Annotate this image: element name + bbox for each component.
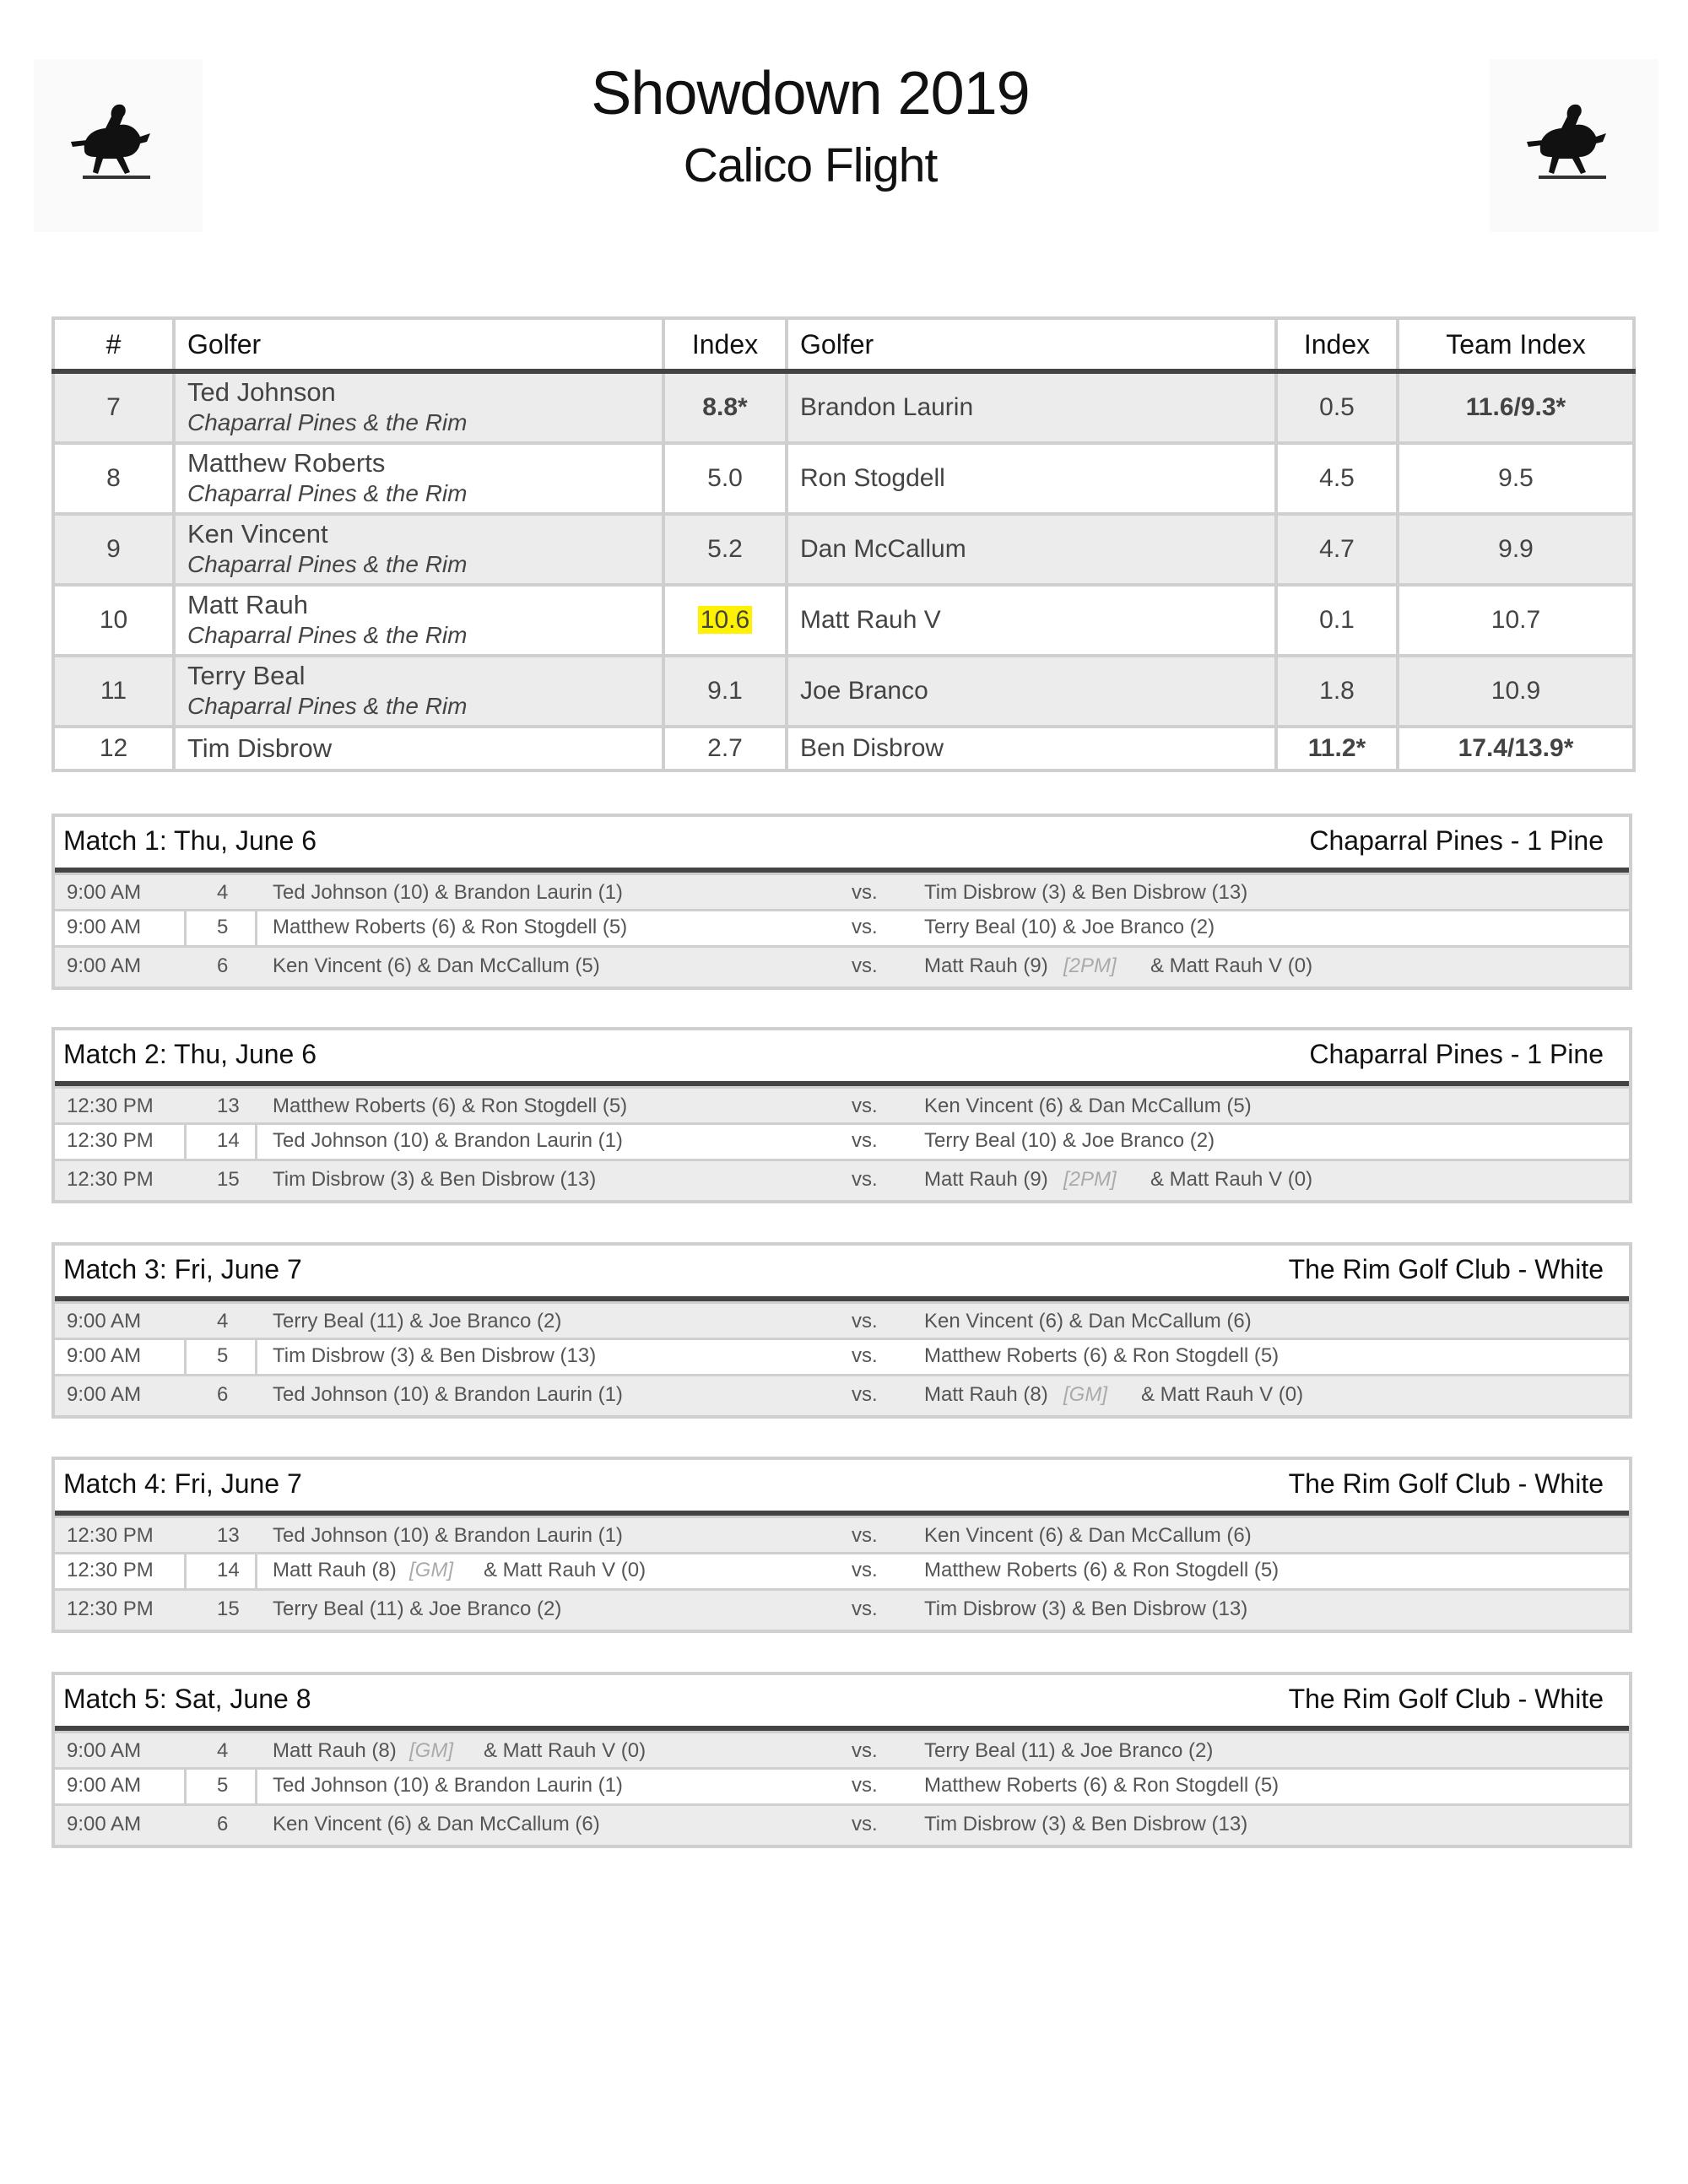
col-header-golfer: Golfer [787, 318, 1276, 371]
vs-label: vs. [852, 1344, 878, 1367]
group-number: 14 [217, 1129, 240, 1152]
match-row [55, 1731, 1629, 1767]
group-number: 15 [217, 1168, 240, 1191]
vs-label: vs. [852, 1168, 878, 1191]
table-row [53, 656, 1634, 727]
team-one: Tim Disbrow (3) & Ben Disbrow (13) [273, 1344, 597, 1367]
tee-time: 9:00 AM [67, 1310, 142, 1333]
tee-time: 12:30 PM [67, 1095, 154, 1117]
golfer-index: 8.8* [663, 371, 787, 443]
team-two-partner: & Matt Rauh V (0) [1150, 1168, 1313, 1191]
vs-label: vs. [852, 1310, 878, 1333]
team-two: Terry Beal (10) & Joe Branco (2) [924, 916, 1215, 938]
match-course: Chaparral Pines - 1 Pine [1309, 1039, 1604, 1069]
match-block [51, 1457, 1632, 1633]
partner-index: 0.5 [1276, 371, 1398, 443]
team-one: Ted Johnson (10) & Brandon Laurin (1) [273, 881, 623, 904]
partner-name: Ron Stogdell [787, 443, 1276, 514]
match-row [55, 1767, 1629, 1803]
golfer-name: Matthew Roberts [187, 448, 386, 478]
team-one: Terry Beal (11) & Joe Branco (2) [273, 1310, 562, 1333]
match-rows [55, 1516, 1629, 1630]
team-two: Tim Disbrow (3) & Ben Disbrow (13) [924, 1597, 1248, 1620]
team-two: Matthew Roberts (6) & Ron Stogdell (5) [924, 1774, 1280, 1797]
golfer-cell [174, 727, 663, 770]
table-row [53, 514, 1634, 585]
vs-label: vs. [852, 881, 878, 904]
group-number: 4 [217, 1310, 229, 1333]
match-course: The Rim Golf Club - White [1288, 1468, 1604, 1499]
team-two: Ken Vincent (6) & Dan McCallum (6) [924, 1524, 1252, 1547]
team-one: Ted Johnson (10) & Brandon Laurin (1) [273, 1383, 623, 1406]
team-number: 12 [53, 727, 174, 770]
table-row [53, 371, 1634, 443]
col-header-index: Index [663, 318, 787, 371]
table-row [53, 727, 1634, 770]
vs-label: vs. [852, 916, 878, 938]
match-rows [55, 1731, 1629, 1845]
golfer-club: Chaparral Pines & the Rim [187, 622, 468, 648]
golfer-name: Ken Vincent [187, 519, 328, 549]
match-rows [55, 1301, 1629, 1415]
tee-time: 12:30 PM [67, 1559, 154, 1581]
tee-time: 9:00 AM [67, 1739, 142, 1762]
golfer-name: Ted Johnson [187, 377, 336, 407]
match-course: The Rim Golf Club - White [1288, 1684, 1604, 1714]
col-header-number: # [53, 318, 174, 371]
group-number: 5 [217, 1774, 229, 1797]
group-number: 4 [217, 1739, 229, 1762]
team-two-partner: & Matt Rauh V (0) [1141, 1383, 1304, 1406]
group-number: 13 [217, 1095, 240, 1117]
team-two: Ken Vincent (6) & Dan McCallum (5) [924, 1095, 1252, 1117]
time-note: [2PM] [1063, 954, 1117, 977]
table-row [53, 443, 1634, 514]
partner-name: Dan McCallum [787, 514, 1276, 585]
golfer-cell [174, 443, 663, 514]
partner-index: 4.5 [1276, 443, 1398, 514]
match-course: Chaparral Pines - 1 Pine [1309, 825, 1604, 856]
group-number: 6 [217, 954, 229, 977]
time-note: [GM] [1063, 1383, 1107, 1406]
col-header-team-index: Team Index [1398, 318, 1634, 371]
vs-label: vs. [852, 1095, 878, 1117]
table-row [53, 585, 1634, 656]
partner-name: Matt Rauh V [787, 585, 1276, 656]
team-two: Matthew Roberts (6) & Ron Stogdell (5) [924, 1344, 1280, 1367]
col-header-golfer: Golfer [174, 318, 663, 371]
partner-index: 4.7 [1276, 514, 1398, 585]
golfer-cell [174, 656, 663, 727]
match-row [55, 1159, 1629, 1200]
vs-label: vs. [852, 954, 878, 977]
match-title: Match 1: Thu, June 6 [63, 825, 317, 856]
match-row [55, 1374, 1629, 1415]
team-number: 10 [53, 585, 174, 656]
tee-time: 12:30 PM [67, 1129, 154, 1152]
match-title: Match 4: Fri, June 7 [63, 1468, 302, 1499]
golfer-name: Terry Beal [187, 661, 306, 690]
match-header [55, 817, 1629, 873]
golfer-index: 5.2 [663, 514, 787, 585]
match-title: Match 3: Fri, June 7 [63, 1254, 302, 1284]
group-number: 6 [217, 1383, 229, 1406]
match-block [51, 1027, 1632, 1203]
golfer-cell [174, 514, 663, 585]
roster-header-row [53, 318, 1634, 371]
team-one: Terry Beal (11) & Joe Branco (2) [273, 1597, 562, 1620]
team-number: 8 [53, 443, 174, 514]
golfer-cell [174, 371, 663, 443]
time-note: [GM] [409, 1559, 453, 1581]
team-two-partner: & Matt Rauh V (0) [1150, 954, 1313, 977]
team-one: Ted Johnson (10) & Brandon Laurin (1) [273, 1774, 623, 1797]
team-index: 10.9 [1398, 656, 1634, 727]
team-one: Matthew Roberts (6) & Ron Stogdell (5) [273, 1095, 628, 1117]
team-one: Matthew Roberts (6) & Ron Stogdell (5) [273, 916, 628, 938]
match-header [55, 1675, 1629, 1731]
team-two-player: Matt Rauh (9) [924, 1168, 1048, 1191]
match-rows [55, 873, 1629, 987]
team-number: 7 [53, 371, 174, 443]
match-rows [55, 1086, 1629, 1200]
match-row [55, 1552, 1629, 1588]
match-header [55, 1460, 1629, 1516]
team-index: 9.5 [1398, 443, 1634, 514]
team-index: 17.4/13.9* [1398, 727, 1634, 770]
roster-table [51, 316, 1636, 772]
partner-index: 0.1 [1276, 585, 1398, 656]
golfer-index: 2.7 [663, 727, 787, 770]
partner-name: Ben Disbrow [787, 727, 1276, 770]
page-subtitle: Calico Flight [683, 138, 938, 192]
team-one-player: Matt Rauh (8) [273, 1559, 397, 1581]
match-header [55, 1246, 1629, 1301]
golfer-club: Chaparral Pines & the Rim [187, 693, 468, 719]
golfer-cell [174, 585, 663, 656]
tee-time: 9:00 AM [67, 954, 142, 977]
partner-index: 1.8 [1276, 656, 1398, 727]
time-note: [2PM] [1063, 1168, 1117, 1191]
golfer-index-cell [663, 585, 787, 656]
team-two: Tim Disbrow (3) & Ben Disbrow (13) [924, 1813, 1248, 1835]
team-index: 9.9 [1398, 514, 1634, 585]
team-number: 9 [53, 514, 174, 585]
tee-time: 9:00 AM [67, 881, 142, 904]
tee-time: 9:00 AM [67, 1813, 142, 1835]
group-number: 13 [217, 1524, 240, 1547]
match-block [51, 1672, 1632, 1848]
team-two: Terry Beal (11) & Joe Branco (2) [924, 1739, 1214, 1762]
team-two: Ken Vincent (6) & Dan McCallum (6) [924, 1310, 1252, 1333]
team-one: Ted Johnson (10) & Brandon Laurin (1) [273, 1129, 623, 1152]
vs-label: vs. [852, 1129, 878, 1152]
tee-time: 12:30 PM [67, 1524, 154, 1547]
team-two: Tim Disbrow (3) & Ben Disbrow (13) [924, 881, 1248, 904]
vs-label: vs. [852, 1739, 878, 1762]
team-one: Ted Johnson (10) & Brandon Laurin (1) [273, 1524, 623, 1547]
team-two-player: Matt Rauh (8) [924, 1383, 1048, 1406]
match-block [51, 1242, 1632, 1419]
team-index: 11.6/9.3* [1398, 371, 1634, 443]
match-row [55, 1516, 1629, 1552]
col-header-index: Index [1276, 318, 1398, 371]
partner-name: Brandon Laurin [787, 371, 1276, 443]
partner-name: Joe Branco [787, 656, 1276, 727]
team-two-player: Matt Rauh (9) [924, 954, 1048, 977]
match-block [51, 814, 1632, 990]
tee-time: 12:30 PM [67, 1597, 154, 1620]
match-row [55, 1588, 1629, 1630]
group-number: 6 [217, 1813, 229, 1835]
match-title: Match 2: Thu, June 6 [63, 1039, 317, 1069]
match-row [55, 945, 1629, 987]
group-number: 15 [217, 1597, 240, 1620]
match-row [55, 909, 1629, 945]
vs-label: vs. [852, 1597, 878, 1620]
team-one: Ken Vincent (6) & Dan McCallum (6) [273, 1813, 600, 1835]
match-course: The Rim Golf Club - White [1288, 1254, 1604, 1284]
golfer-index: 5.0 [663, 443, 787, 514]
vs-label: vs. [852, 1774, 878, 1797]
vs-label: vs. [852, 1524, 878, 1547]
tee-time: 12:30 PM [67, 1168, 154, 1191]
group-number: 14 [217, 1559, 240, 1581]
match-row [55, 1086, 1629, 1122]
team-number: 11 [53, 656, 174, 727]
group-number: 5 [217, 916, 229, 938]
page-title: Showdown 2019 [591, 60, 1030, 127]
team-two: Terry Beal (10) & Joe Branco (2) [924, 1129, 1215, 1152]
match-row [55, 1122, 1629, 1159]
group-number: 4 [217, 881, 229, 904]
vs-label: vs. [852, 1559, 878, 1581]
golfer-index: 9.1 [663, 656, 787, 727]
match-row [55, 1338, 1629, 1374]
highlighted-index: 10.6 [698, 606, 752, 634]
team-two: Matthew Roberts (6) & Ron Stogdell (5) [924, 1559, 1280, 1581]
time-note: [GM] [409, 1739, 453, 1762]
golfer-name: Matt Rauh [187, 590, 309, 619]
team-one-partner: & Matt Rauh V (0) [484, 1559, 647, 1581]
golfer-name: Tim Disbrow [187, 733, 333, 763]
match-row [55, 1803, 1629, 1845]
team-index: 10.7 [1398, 585, 1634, 656]
golfer-club: Chaparral Pines & the Rim [187, 480, 468, 506]
tee-time: 9:00 AM [67, 916, 142, 938]
team-one-partner: & Matt Rauh V (0) [484, 1739, 647, 1762]
tee-time: 9:00 AM [67, 1774, 142, 1797]
golfer-club: Chaparral Pines & the Rim [187, 409, 468, 435]
tee-time: 9:00 AM [67, 1383, 142, 1406]
partner-index: 11.2* [1276, 727, 1398, 770]
team-one: Ken Vincent (6) & Dan McCallum (5) [273, 954, 600, 977]
match-row [55, 1301, 1629, 1338]
group-number: 5 [217, 1344, 229, 1367]
vs-label: vs. [852, 1813, 878, 1835]
team-one-player: Matt Rauh (8) [273, 1739, 397, 1762]
team-one: Tim Disbrow (3) & Ben Disbrow (13) [273, 1168, 597, 1191]
match-title: Match 5: Sat, June 8 [63, 1684, 311, 1714]
vs-label: vs. [852, 1383, 878, 1406]
tee-time: 9:00 AM [67, 1344, 142, 1367]
golfer-club: Chaparral Pines & the Rim [187, 551, 468, 577]
match-row [55, 873, 1629, 909]
match-header [55, 1030, 1629, 1086]
